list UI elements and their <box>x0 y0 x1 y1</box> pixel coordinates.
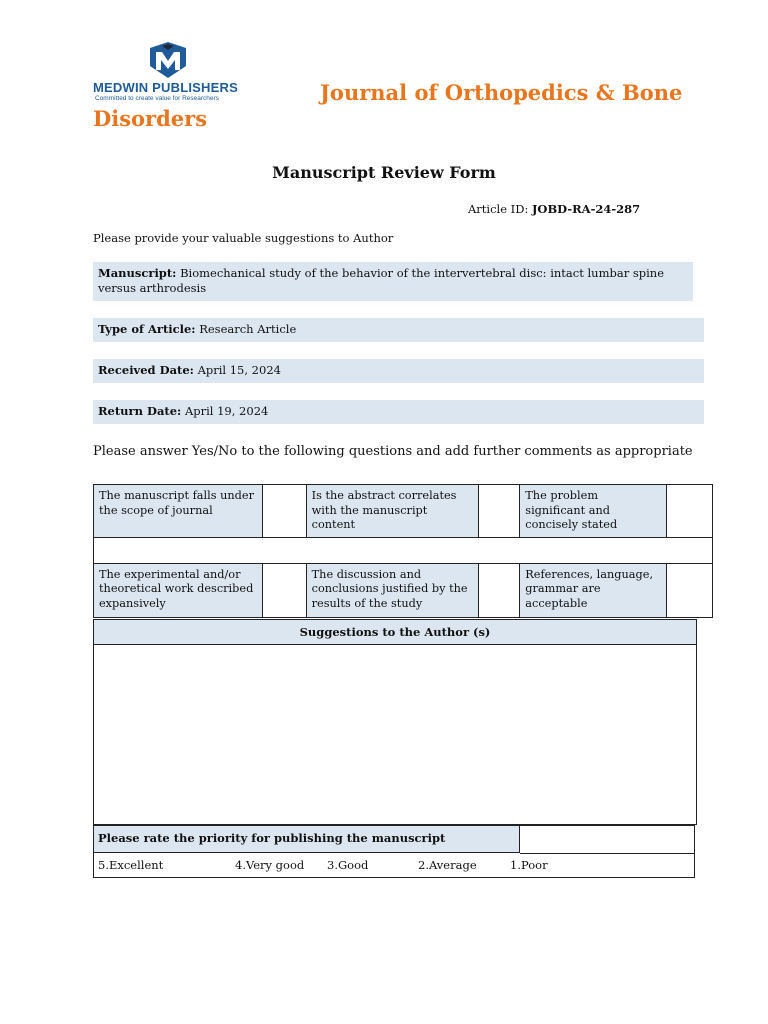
priority-rating <box>93 825 695 878</box>
publisher-name: MEDWIN PUBLISHERS <box>93 80 238 95</box>
answer-box-discussion[interactable] <box>479 563 520 617</box>
suggestions-header: Suggestions to the Author (s) <box>94 620 696 645</box>
form-title: Manuscript Review Form <box>272 163 496 182</box>
answer-box-experimental[interactable] <box>262 563 306 617</box>
return-date-field <box>93 400 704 424</box>
question-row <box>94 563 713 617</box>
received-date-field <box>93 359 704 383</box>
question-references: References, language, grammar are acceptable <box>520 563 667 617</box>
manuscript-field <box>93 262 693 301</box>
return-label: Return Date: <box>98 404 182 418</box>
publisher-logo <box>93 42 243 102</box>
manuscript-label: Manuscript: <box>98 266 177 280</box>
article-id-value: JOBD-RA-24-287 <box>531 202 641 216</box>
received-label: Received Date: <box>98 363 194 377</box>
question-abstract: Is the abstract correlates with the manuscript content <box>306 485 479 538</box>
questions-table <box>93 484 713 618</box>
journal-title-line1: Journal of Orthopedics & Bone <box>320 80 683 105</box>
manuscript-value: Biomechanical study of the behavior of the intervertebral disc: intact lumbar spine versus arthrodesis <box>98 266 665 295</box>
question-row <box>94 485 713 538</box>
answer-box-problem[interactable] <box>667 485 713 538</box>
type-of-article-field <box>93 318 704 342</box>
journal-title-line2: Disorders <box>93 106 208 131</box>
intro-text: Please provide your valuable suggestions to Author <box>93 231 394 245</box>
answer-box-references[interactable] <box>667 563 713 617</box>
question-experimental: The experimental and/or theoretical work described expansively <box>94 563 263 617</box>
priority-option-very-good[interactable]: 4.Very good <box>235 858 305 872</box>
spacer-cell <box>94 537 713 563</box>
type-value: Research Article <box>199 322 297 336</box>
priority-option-average[interactable]: 2.Average <box>418 858 477 872</box>
suggestions-box <box>93 619 697 825</box>
answer-box-abstract[interactable] <box>479 485 520 538</box>
priority-option-poor[interactable]: 1.Poor <box>510 858 548 872</box>
article-id-label: Article ID: <box>468 202 529 216</box>
priority-option-good[interactable]: 3.Good <box>327 858 369 872</box>
question-discussion: The discussion and conclusions justified by the results of the study <box>306 563 479 617</box>
spacer-row <box>94 537 713 563</box>
received-value: April 15, 2024 <box>197 363 281 377</box>
question-problem: The problem significant and concisely stated <box>520 485 667 538</box>
answer-box-scope[interactable] <box>262 485 306 538</box>
publisher-tagline: Committed to create value for Researchers <box>95 95 219 102</box>
priority-label: Please rate the priority for publishing the manuscript <box>94 826 520 853</box>
suggestions-text-area[interactable] <box>94 645 696 825</box>
yesno-instruction: Please answer Yes/No to the following questions and add further comments as appropriate <box>93 444 693 459</box>
return-value: April 19, 2024 <box>184 404 269 418</box>
priority-answer-box[interactable] <box>520 826 694 854</box>
question-scope: The manuscript falls under the scope of journal <box>94 485 263 538</box>
priority-option-excellent[interactable]: 5.Excellent <box>98 858 164 872</box>
article-id <box>468 202 640 216</box>
type-label: Type of Article: <box>98 322 196 336</box>
medwin-logo-icon <box>148 42 188 78</box>
